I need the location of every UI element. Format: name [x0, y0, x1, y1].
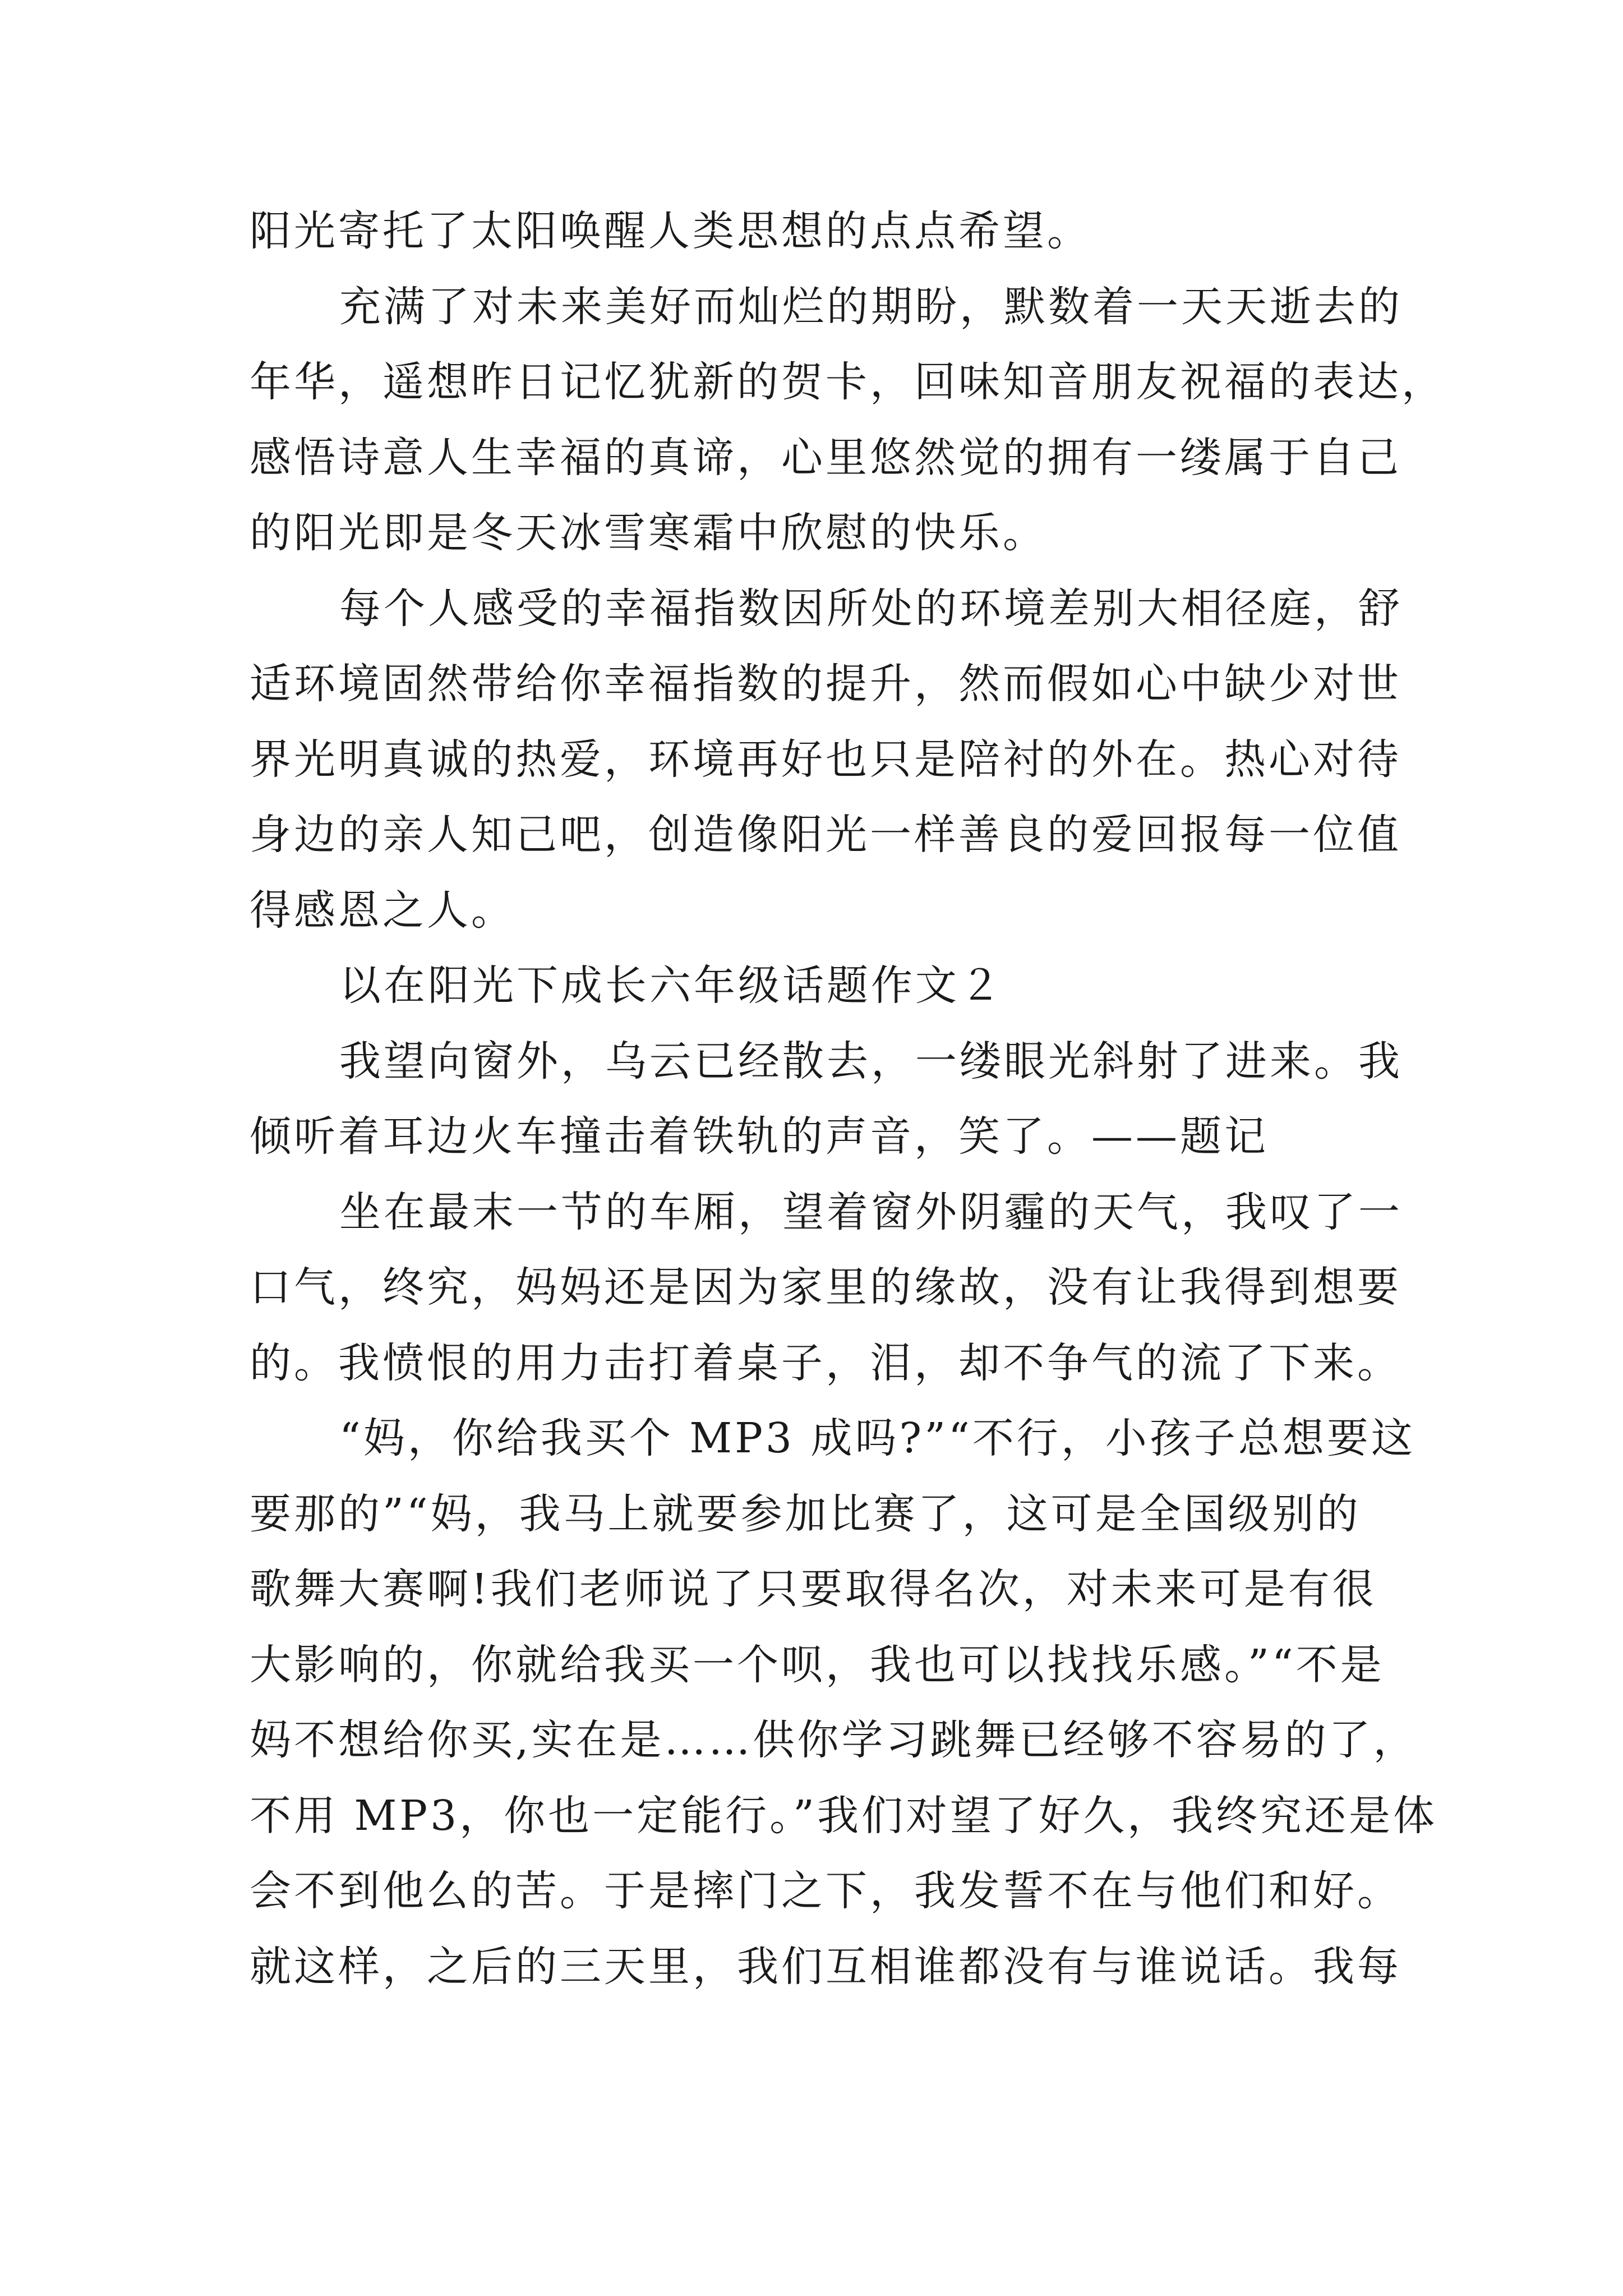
text-line: 不用 MP3，你也一定能行。”我们对望了好久，我终究还是体 [250, 1791, 1437, 1840]
text-line: 倾听着耳边火车撞击着铁轨的声音，笑了。——题记 [250, 1112, 1269, 1161]
text-line: 感悟诗意人生幸福的真谛，心里悠然觉的拥有一缕属于自己 [250, 433, 1401, 482]
text-line: 妈不想给你买,实在是……供你学习跳舞已经够不容易的了， [250, 1716, 1418, 1764]
text-line: 得感恩之人。 [250, 886, 515, 935]
text-line: 的阳光即是冬天冰雪寒霜中欣慰的快乐。 [250, 509, 1047, 557]
text-line: 歌舞大赛啊!我们老师说了只要取得名次，对未来可是有很 [250, 1565, 1377, 1613]
text-line: 界光明真诚的热爱，环境再好也只是陪衬的外在。热心对待 [250, 735, 1401, 784]
section-title: 以在阳光下成长六年级话题作文２ [339, 961, 1004, 1010]
paragraph-start-line: 坐在最末一节的车厢，望着窗外阴霾的天气，我叹了一 [339, 1188, 1403, 1236]
text-line: 身边的亲人知己吧，创造像阳光一样善良的爱回报每一位值 [250, 811, 1401, 859]
text-line: 阳光寄托了太阳唤醒人类思想的点点希望。 [250, 207, 1091, 255]
text-line: 口气，终究，妈妈还是因为家里的缘故，没有让我得到想要 [250, 1263, 1401, 1312]
text-line: 的。我愤恨的用力击打着桌子，泪，却不争气的流了下来。 [250, 1338, 1401, 1387]
text-line: 要那的”“妈，我马上就要参加比赛了，这可是全国级别的 [250, 1489, 1361, 1538]
text-line: 大影响的，你就给我买一个呗，我也可以找找乐感。”“不是 [250, 1640, 1385, 1689]
text-line: 就这样，之后的三天里，我们互相谁都没有与谁说话。我每 [250, 1942, 1401, 1991]
document-body [250, 194, 1446, 2004]
paragraph-start-line: “妈，你给我买个 MP3 成吗?”“不行，小孩子总想要这 [339, 1414, 1415, 1462]
paragraph-start-line: 每个人感受的幸福指数因所处的环境差别大相径庭，舒 [339, 584, 1403, 633]
text-line: 适环境固然带给你幸福指数的提升，然而假如心中缺少对世 [250, 660, 1401, 708]
text-line: 年华，遥想昨日记忆犹新的贺卡，回味知音朋友祝福的表达， [250, 358, 1446, 406]
text-line: 会不到他么的苦。于是摔门之下，我发誓不在与他们和好。 [250, 1867, 1401, 1915]
paragraph-start-line: 充满了对未来美好而灿烂的期盼，默数着一天天逝去的 [339, 282, 1403, 331]
paragraph-start-line: 我望向窗外，乌云已经散去，一缕眼光斜射了进来。我 [339, 1037, 1403, 1085]
